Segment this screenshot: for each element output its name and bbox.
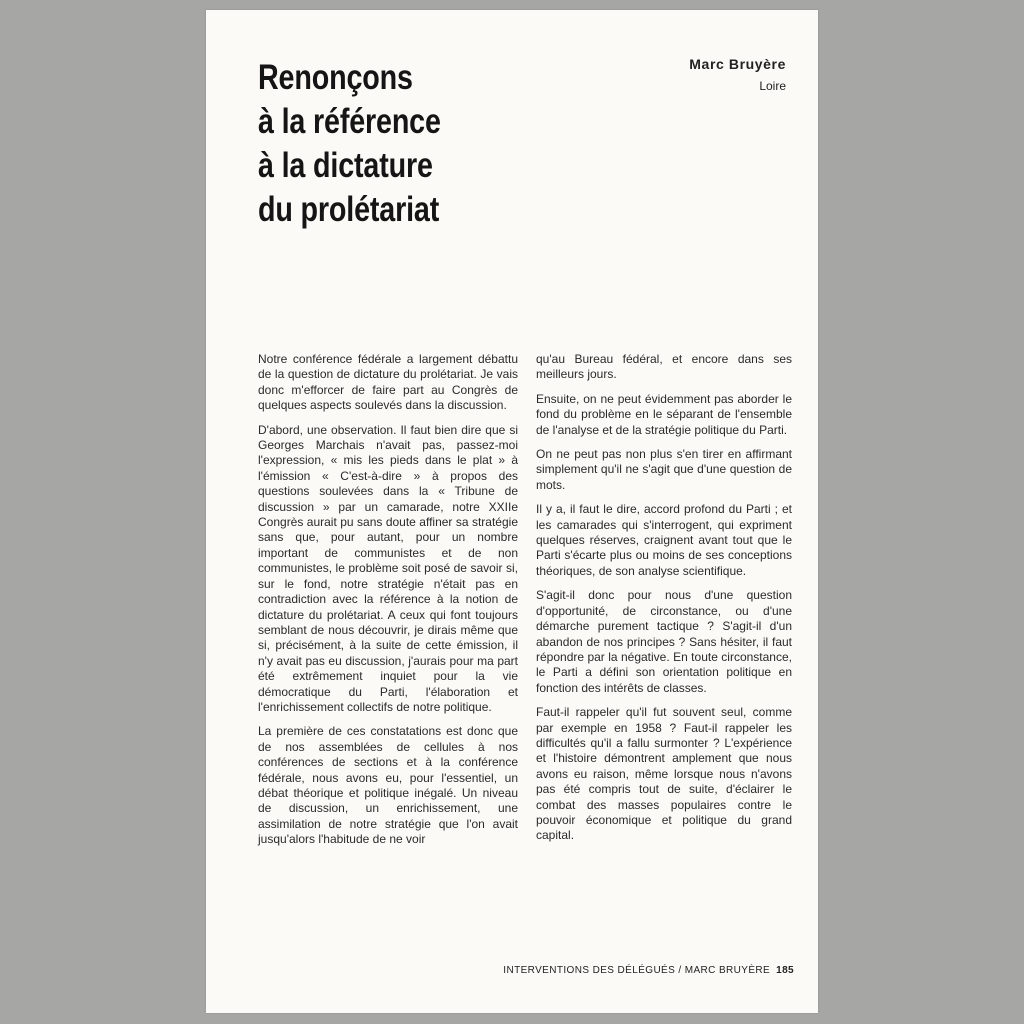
- article-title: [258, 56, 441, 232]
- title-line: du prolétariat: [258, 190, 440, 229]
- page-number: 185: [776, 965, 794, 976]
- author-name: Marc Bruyère: [689, 56, 786, 72]
- running-head: INTERVENTIONS DES DÉLÉGUÉS / MARC BRUYÈRE: [503, 965, 771, 976]
- title-line: à la dictature: [258, 146, 433, 185]
- paragraph: Ensuite, on ne peut évidemment pas aborder le fond du problème en le séparant de l'ensemble de l'analyse et de la stratégie politique du Parti.: [536, 391, 792, 437]
- author-block: [689, 56, 786, 93]
- text-column-right: [536, 352, 792, 853]
- paragraph: Il y a, il faut le dire, accord profond du Parti ; et les camarades qui s'interrogent, qui expriment quelques réserves, craignent avant tout que le Parti s'écarte plus ou moins de ses conceptions théoriques, de son analyse scientifique.: [536, 502, 792, 578]
- paragraph: La première de ces constatations est donc que de nos assemblées de cellules à nos conférences de sections et à la conférence fédérale, nous avons eu, pour l'essentiel, un débat théorique et politique inégalé. Un niveau de discussion, un enrichissement, une assimilation de notre stratégie que l'on avait jusqu'alors l'habitude de ne voir: [258, 724, 518, 847]
- title-line: Renonçons: [258, 58, 413, 97]
- paragraph: S'agit-il donc pour nous d'une question d'opportunité, de circonstance, ou d'une démarche purement tactique ? S'agit-il d'un abandon de nos principes ? Sans hésiter, il faut répondre par la négative. En toute circonstance, le Parti a défini son orientation politique en fonction des intérêts de classes.: [536, 588, 792, 695]
- page-footer: [448, 965, 794, 976]
- paragraph: qu'au Bureau fédéral, et encore dans ses meilleurs jours.: [536, 352, 792, 382]
- paragraph: Notre conférence fédérale a largement débattu de la question de dictature du prolétariat. Je vais donc m'efforcer de faire part au Congrès de quelques aspects soulevés dans la discussion.: [258, 352, 518, 413]
- text-column-left: [258, 352, 518, 857]
- title-line: à la référence: [258, 102, 441, 141]
- paragraph: Faut-il rappeler qu'il fut souvent seul, comme par exemple en 1958 ? Faut-il rappeler les difficultés qu'il a fallu surmonter ? L'expérience et l'histoire démontrent amplement que nous avons eu raison, même lorsque nous n'avons pas été compris tout de suite, d'éclairer le combat des masses populaires contre le pouvoir économique et politique du grand capital.: [536, 705, 792, 843]
- document-page: [206, 10, 818, 1013]
- paragraph: On ne peut pas non plus s'en tirer en affirmant simplement qu'il ne s'agit que d'une question de mots.: [536, 447, 792, 492]
- paragraph: D'abord, une observation. Il faut bien dire que si Georges Marchais n'avait pas, passez-moi l'expression, « mis les pieds dans le plat » à l'émission « C'est-à-dire » à propos des questions soulevées dans la « Tribune de discussion » par un camarade, notre XXIIe Congrès aurait pu sans doute affiner sa stratégie sans que, pour autant, pour un nombre important de communistes et de non communistes, le problème soit posé de savoir si, sur le fond, notre stratégie n'était pas en contradiction avec la référence à la notion de dictature du prolétariat. A ceux qui font toujours semblant de nous découvrir, je dirais même que si, précisément, à la suite de cette émission, il n'y avait pas eu discussion, j'aurais pour ma part été extrêmement inquiet pour la vie démocratique du Parti, l'élaboration et l'enrichissement collectifs de notre politique.: [258, 422, 518, 714]
- author-federation: Loire: [759, 79, 786, 93]
